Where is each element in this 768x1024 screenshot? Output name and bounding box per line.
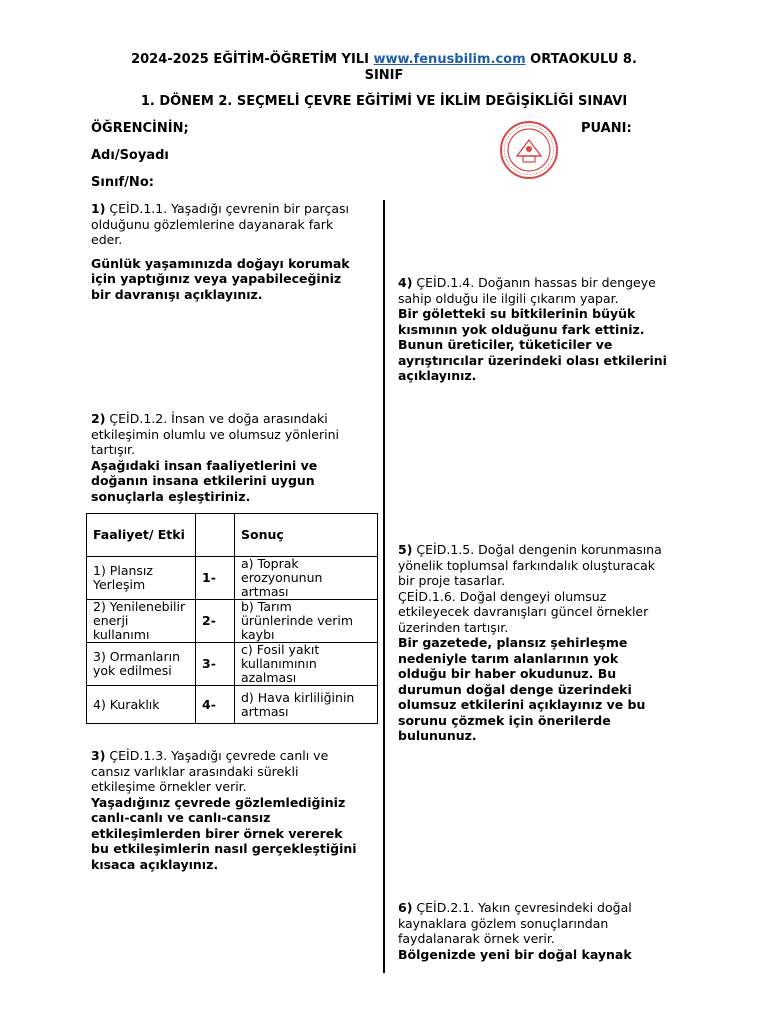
faaliyet-cell <box>87 686 196 724</box>
q4-prompt: ayrıştırıcılar üzerindeki olası etkilerini <box>398 352 667 368</box>
q4-line: sahip olduğu ile ilgili çıkarım yapar. <box>398 290 619 306</box>
adsoyad-label: Adı/Soyadı <box>91 148 169 163</box>
q3-line: ÇEİD.1.3. Yaşadığı çevrede canlı ve <box>109 748 329 763</box>
faaliyet-cell <box>87 643 196 686</box>
cell-line: kullanımının <box>241 656 317 671</box>
q6-line: ÇEİD.2.1. Yakın çevresindeki doğal <box>416 900 632 915</box>
cell-line: d) Hava kirliliğinin <box>241 689 355 705</box>
table-row <box>87 557 378 600</box>
faaliyet-cell <box>87 557 196 600</box>
q3-prompt: canlı-canlı ve canlı-cansız <box>91 810 271 825</box>
q5-prompt: nedeniyle tarım alanlarının yok <box>398 650 619 666</box>
column-divider <box>383 200 385 973</box>
q3-line: cansız varlıklar arasındaki sürekli <box>91 763 299 779</box>
cell-line: Yerleşim <box>93 577 146 592</box>
cell-line: 1) Plansız <box>93 563 153 578</box>
q6-number: 6) <box>398 900 413 915</box>
q1-prompt: için yaptığınız veya yapabileceğiniz <box>91 271 342 286</box>
cell-line: enerji <box>93 613 129 628</box>
q2-line: tartışır. <box>91 442 136 457</box>
answer-number-cell[interactable]: 2- <box>196 600 235 643</box>
q4-prompt: kısmının yok olduğunu fark ettiniz. <box>398 321 645 337</box>
matching-table <box>86 513 378 724</box>
q5-prompt: olumsuz etkilerini açıklayınız ve bu <box>398 697 646 712</box>
faaliyet-cell <box>87 600 196 643</box>
cell-line: kaybı <box>241 627 275 642</box>
q5-prompt: sorunu çözmek için önerilerde <box>398 712 611 728</box>
table-row <box>87 643 378 686</box>
q5-line: yönelik toplumsal farkındalık oluşturacak <box>398 557 656 573</box>
q1-line: olduğunu gözlemlerine dayanarak fark <box>91 216 334 232</box>
q5-line: bir proje tasarlar. <box>398 573 506 588</box>
q5-prompt: olduğu bir haber okudunuz. Bu <box>398 666 617 681</box>
q3-prompt: bu etkileşimlerin nasıl gerçekleştiğini <box>91 841 357 856</box>
sinifno-label: Sınıf/No: <box>91 175 154 190</box>
q4-prompt: açıklayınız. <box>398 368 477 383</box>
q5-line: ÇEİD.1.5. Doğal dengenin korunmasına <box>416 542 662 557</box>
table-header-row <box>87 514 378 557</box>
sonuc-cell <box>235 600 378 643</box>
exam-title <box>0 52 768 84</box>
q4-prompt: Bir göletteki su bitkilerinin büyük <box>398 306 636 321</box>
q2-prompt: Aşağıdaki insan faaliyetlerini ve <box>91 457 318 473</box>
q1-number: 1) <box>91 201 106 216</box>
cell-line: 4) Kuraklık <box>93 696 160 712</box>
cell-line: 2) Yenilenebilir <box>93 599 186 614</box>
title-suffix: ORTAOKULU 8. <box>525 52 637 67</box>
question-3 <box>91 748 376 872</box>
q3-line: etkileşime örnekler verir. <box>91 779 247 794</box>
q4-prompt: Bunun üreticiler, tüketiciler ve <box>398 337 613 352</box>
q2-line: ÇEİD.1.2. İnsan ve doğa arasındaki <box>109 411 328 426</box>
q6-line: faydalanarak örnek verir. <box>398 931 555 946</box>
cell-line: a) Toprak <box>241 556 299 571</box>
q5-prompt: durumun doğal denge üzerindeki <box>398 681 632 697</box>
title-line-2: SINIF <box>364 68 404 83</box>
q2-number: 2) <box>91 411 106 426</box>
q6-line: kaynaklara gözlem sonuçlarından <box>398 915 609 931</box>
q5-prompt: bulununuz. <box>398 728 477 743</box>
sonuc-cell <box>235 686 378 724</box>
answer-number-cell[interactable]: 4- <box>196 686 235 724</box>
cell-line: artması <box>241 584 289 599</box>
q3-prompt: etkileşimlerden birer örnek vererek <box>91 825 343 841</box>
table-row <box>87 600 378 643</box>
q5-line: üzerinden tartışır. <box>398 619 509 635</box>
ministry-seal-icon <box>499 120 559 180</box>
q3-prompt: kısaca açıklayınız. <box>91 856 219 872</box>
q3-number: 3) <box>91 748 106 763</box>
q2-prompt: doğanın insana etkilerini uygun <box>91 473 315 488</box>
q1-line: ÇEİD.1.1. Yaşadığı çevrenin bir parçası <box>109 201 349 216</box>
q4-number: 4) <box>398 275 413 290</box>
header-faaliyet: Faaliyet/ Etki <box>87 514 196 557</box>
question-6 <box>398 900 688 962</box>
cell-line: c) Fosil yakıt <box>241 642 320 657</box>
header-sonuc: Sonuç <box>235 514 378 557</box>
question-5 <box>398 542 688 744</box>
question-1 <box>91 201 376 302</box>
q2-prompt: sonuçlarla eşleştiriniz. <box>91 488 251 504</box>
cell-line: artması <box>241 703 289 719</box>
cell-line: kullanımı <box>93 627 150 642</box>
cell-line: b) Tarım <box>241 599 292 614</box>
cell-line: ürünlerinde verim <box>241 613 354 628</box>
ogrencinin-label: ÖĞRENCİNİN; <box>91 121 189 136</box>
table-row <box>87 686 378 724</box>
puani-label: PUANI: <box>581 121 632 136</box>
sonuc-cell <box>235 643 378 686</box>
header-number <box>196 514 235 557</box>
q3-prompt: Yaşadığınız çevrede gözlemlediğiniz <box>91 794 346 810</box>
cell-line: erozyonunun <box>241 570 323 585</box>
question-4 <box>398 275 688 384</box>
question-2 <box>91 411 376 504</box>
q4-line: ÇEİD.1.4. Doğanın hassas bir dengeye <box>416 275 656 290</box>
q1-line: eder. <box>91 232 123 247</box>
cell-line: 3) Ormanların <box>93 649 180 664</box>
q1-prompt: Günlük yaşamınızda doğayı korumak <box>91 255 350 271</box>
q1-prompt: bir davranışı açıklayınız. <box>91 286 263 302</box>
site-link[interactable]: www.fenusbilim.com <box>373 52 526 67</box>
cell-line: azalması <box>241 670 297 685</box>
title-prefix: 2024-2025 EĞİTİM-ÖĞRETİM YILI <box>131 52 374 67</box>
sonuc-cell <box>235 557 378 600</box>
answer-number-cell[interactable]: 1- <box>196 557 235 600</box>
q5-prompt: Bir gazetede, plansız şehirleşme <box>398 635 628 650</box>
q5-number: 5) <box>398 542 413 557</box>
exam-subtitle: 1. DÖNEM 2. SEÇMELİ ÇEVRE EĞİTİMİ VE İKLİM DEĞİŞİKLİĞİ SINAVI <box>140 94 628 109</box>
q2-line: etkileşimin olumlu ve olumsuz yönlerini <box>91 426 339 442</box>
q5-line: etkileyecek davranışları güncel örnekler <box>398 604 649 619</box>
q6-prompt: Bölgenizde yeni bir doğal kaynak <box>398 946 632 962</box>
cell-line: yok edilmesi <box>93 663 172 678</box>
q5-line: ÇEİD.1.6. Doğal dengeyi olumsuz <box>398 588 607 604</box>
title-line-1 <box>0 52 768 68</box>
answer-number-cell[interactable]: 3- <box>196 643 235 686</box>
